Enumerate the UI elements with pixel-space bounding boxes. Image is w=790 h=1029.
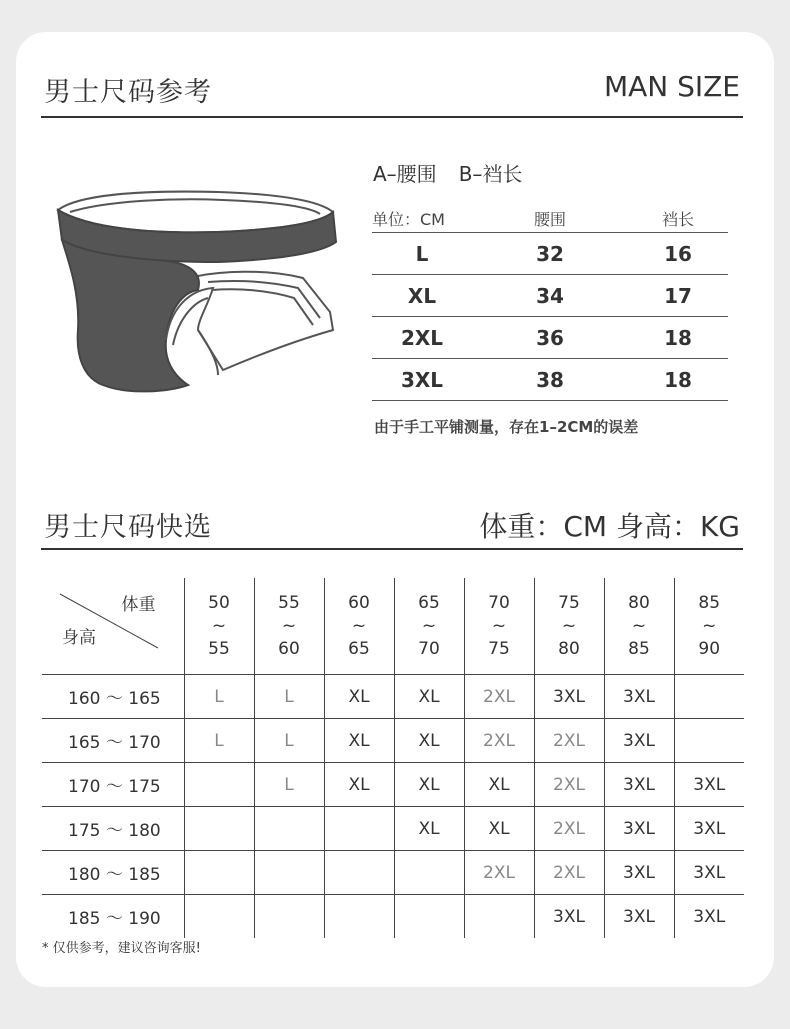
table-row — [42, 675, 744, 719]
weight-range-header — [674, 578, 744, 675]
weight-bound: 55 — [208, 638, 230, 659]
range-separator: ~ — [211, 615, 227, 636]
weight-range-header — [464, 578, 534, 675]
divider — [41, 116, 743, 118]
range-separator: ~ — [281, 615, 297, 636]
size-cell — [394, 895, 464, 939]
corner-height-label: 身高 — [62, 628, 96, 648]
size-cell: 3XL — [604, 763, 674, 807]
legend-a: A–腰围 — [373, 162, 437, 186]
section-title-man-size: MAN SIZE — [603, 70, 740, 103]
size-cell: 3XL — [604, 719, 674, 763]
table-row — [372, 317, 728, 359]
measurement-note: 由于手工平铺测量，存在1–2CM的误差 — [374, 418, 639, 436]
size-label: 3XL — [372, 359, 472, 401]
size-cell: 3XL — [604, 807, 674, 851]
size-cell: L — [254, 719, 324, 763]
rise-value: 16 — [628, 233, 728, 275]
size-cell: 2XL — [534, 851, 604, 895]
section-title-size-reference: 男士尺码参考 — [44, 77, 212, 108]
table-row — [42, 763, 744, 807]
size-cell: 2XL — [464, 851, 534, 895]
weight-range-header — [184, 578, 254, 675]
measurement-legend — [373, 158, 522, 187]
waist-value: 34 — [472, 275, 628, 317]
size-label: XL — [372, 275, 472, 317]
corner-weight-label: 体重 — [121, 595, 156, 615]
size-cell — [394, 851, 464, 895]
table-row — [42, 719, 744, 763]
size-cell: 3XL — [604, 675, 674, 719]
range-separator: ~ — [491, 615, 507, 636]
size-cell: 3XL — [674, 807, 744, 851]
size-cell — [674, 719, 744, 763]
weight-bound: 65 — [418, 592, 440, 613]
legend-b: B–裆长 — [458, 162, 523, 186]
size-cell: XL — [464, 807, 534, 851]
header-unit: 单位：CM — [372, 204, 472, 233]
weight-range-header — [534, 578, 604, 675]
height-range-label: 185 ～ 190 — [42, 895, 184, 939]
size-cell: XL — [464, 763, 534, 807]
size-cell: 2XL — [534, 807, 604, 851]
height-range-label: 165 ～ 170 — [42, 719, 184, 763]
weight-bound: 90 — [698, 638, 721, 659]
weight-bound: 85 — [698, 592, 721, 613]
size-cell — [324, 895, 394, 939]
weight-header-row — [42, 578, 744, 675]
section-title-quick-select: 男士尺码快选 — [44, 512, 212, 543]
size-cell: 3XL — [674, 851, 744, 895]
size-cell — [464, 895, 534, 939]
weight-range-header — [604, 578, 674, 675]
size-cell: 3XL — [674, 763, 744, 807]
weight-bound: 80 — [628, 592, 650, 613]
size-cell: 2XL — [464, 719, 534, 763]
size-cell — [324, 807, 394, 851]
weight-bound: 80 — [558, 638, 580, 659]
size-cell: 2XL — [534, 763, 604, 807]
size-cell: 3XL — [534, 675, 604, 719]
size-cell: XL — [394, 719, 464, 763]
height-range-label: 175 ～ 180 — [42, 807, 184, 851]
weight-range-header — [394, 578, 464, 675]
weight-range-header — [254, 578, 324, 675]
height-range-label: 160 ～ 165 — [42, 675, 184, 719]
weight-bound: 75 — [488, 638, 510, 659]
header-waist: 腰围 — [472, 204, 628, 233]
footnote: * 仅供参考，建议咨询客服! — [42, 941, 201, 956]
size-cell: XL — [324, 719, 394, 763]
size-cell: 3XL — [534, 895, 604, 939]
table-row — [372, 359, 728, 401]
size-cell: XL — [324, 763, 394, 807]
size-cell: XL — [394, 675, 464, 719]
size-cell — [184, 807, 254, 851]
size-table — [372, 204, 728, 401]
range-separator: ~ — [421, 615, 437, 636]
size-cell: L — [254, 763, 324, 807]
rise-value: 18 — [628, 359, 728, 401]
rise-value: 18 — [628, 317, 728, 359]
height-range-label: 170 ～ 175 — [42, 763, 184, 807]
size-cell — [674, 675, 744, 719]
size-cell: 3XL — [604, 895, 674, 939]
weight-bound: 70 — [488, 592, 510, 613]
divider — [41, 548, 743, 550]
size-cell — [254, 895, 324, 939]
table-row — [42, 895, 744, 939]
size-label: 2XL — [372, 317, 472, 359]
range-separator: ~ — [702, 615, 717, 636]
briefs-illustration — [48, 180, 348, 405]
units-label: 体重：CM 身高：KG — [479, 510, 740, 543]
size-cell — [254, 851, 324, 895]
size-cell: 2XL — [464, 675, 534, 719]
size-cell: L — [184, 719, 254, 763]
height-range-label: 180 ～ 185 — [42, 851, 184, 895]
size-cell — [184, 763, 254, 807]
header-rise: 裆长 — [628, 204, 728, 233]
rise-value: 17 — [628, 275, 728, 317]
size-cell: XL — [324, 675, 394, 719]
table-row — [372, 233, 728, 275]
size-cell — [324, 851, 394, 895]
waist-value: 38 — [472, 359, 628, 401]
size-table-header — [372, 204, 728, 233]
weight-range-header — [324, 578, 394, 675]
waist-value: 36 — [472, 317, 628, 359]
range-separator: ~ — [631, 615, 647, 636]
weight-bound: 85 — [628, 638, 650, 659]
weight-bound: 60 — [348, 592, 370, 613]
weight-bound: 60 — [278, 638, 300, 659]
size-cell — [254, 807, 324, 851]
size-cell: 2XL — [534, 719, 604, 763]
size-cell: 3XL — [604, 851, 674, 895]
table-row — [372, 275, 728, 317]
size-cell: L — [254, 675, 324, 719]
size-label: L — [372, 233, 472, 275]
weight-bound: 70 — [418, 638, 440, 659]
waist-value: 32 — [472, 233, 628, 275]
table-corner — [42, 578, 184, 675]
range-separator: ~ — [351, 615, 367, 636]
weight-bound: 50 — [208, 592, 230, 613]
weight-bound: 55 — [278, 592, 300, 613]
table-row — [42, 851, 744, 895]
range-separator: ~ — [561, 615, 577, 636]
weight-bound: 75 — [558, 592, 580, 613]
weight-bound: 65 — [348, 638, 370, 659]
size-cell — [184, 851, 254, 895]
quick-size-table — [42, 578, 744, 938]
size-cell: L — [184, 675, 254, 719]
size-cell — [184, 895, 254, 939]
table-row — [42, 807, 744, 851]
size-cell: XL — [394, 763, 464, 807]
size-cell: 3XL — [674, 895, 744, 939]
size-cell: XL — [394, 807, 464, 851]
